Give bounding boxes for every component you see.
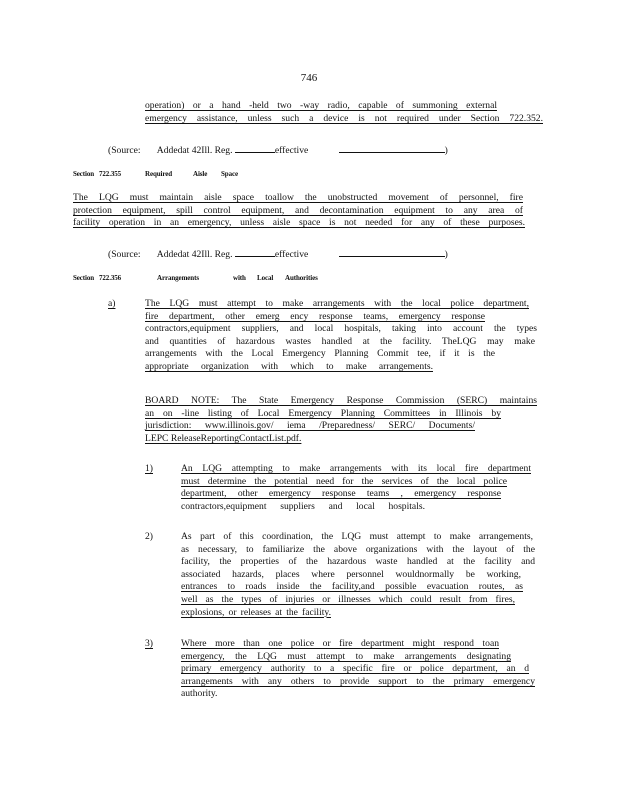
paragraph-line: entrances to roads inside the facility,and possible evacuation routes, as (181, 581, 523, 593)
paragraph-line: arrangements with any others to provide support to the primary emergency (181, 675, 535, 687)
section-355-paragraph (73, 192, 523, 230)
paragraph-line: associated hazards, places where personnel wouldnormally be working, (181, 568, 521, 580)
paragraph-line: facility, the properties of the hazardous waste handled at the facility and (181, 556, 535, 568)
source-effective: effective (274, 145, 309, 156)
blank-line (339, 143, 445, 153)
item-2-paragraph (181, 531, 536, 619)
source-prefix: (Source: (108, 249, 141, 260)
section-title-word: with (233, 274, 246, 282)
blank-line (339, 247, 445, 257)
intro-paragraph (145, 100, 543, 125)
source-close: ) (444, 249, 448, 260)
intro-line: emergency assistance, unless such a device is not required under Section 722.352. (145, 112, 543, 124)
board-note (145, 395, 535, 445)
paragraph-line: protection equipment, spill control equipment, and decontamination equipment to any area of (73, 204, 523, 216)
item-label: 3) (145, 638, 153, 649)
paragraph-line: arrangements with the Local Emergency Planning Commit tee, if it is the (145, 348, 495, 360)
paragraph-line: An LQG attempting to make arrangements with its local fire department (181, 463, 531, 474)
section-title-word: Required (145, 170, 173, 178)
section-number: 722.356 (99, 274, 122, 282)
section-title-word: Space (221, 170, 239, 178)
section-title-word: Aisle (193, 170, 208, 178)
board-note-line: jurisdiction: www.illinois.gov/ iema /Preparedness/ SERC/ Documents/ (145, 420, 475, 432)
page-number: 746 (300, 72, 318, 84)
paragraph-line: as necessary, to familiarize the above organizations with the layout of the (181, 543, 535, 555)
item-label: a) (108, 298, 116, 309)
item-label: 2) (145, 531, 153, 542)
section-title-word: Authorities (285, 274, 318, 282)
section-word: Section (73, 170, 95, 178)
section-title-word: Arrangements (157, 274, 199, 282)
paragraph-line: facility operation in an emergency, unless aisle space is not needed for any of these purposes. (73, 217, 525, 229)
item-1-paragraph (181, 463, 536, 513)
paragraph-line: primary emergency authority to a specific fire or police department, an d (181, 663, 529, 675)
board-note-line: LEPC ReleaseReportingContactList.pdf. (145, 432, 302, 444)
source-amended: Addedat 42Ill. Reg. (156, 249, 233, 260)
paragraph-line: contractors,equipment suppliers and local hospitals. (181, 500, 425, 512)
item-3-paragraph (181, 638, 536, 701)
section-word: Section (73, 274, 95, 282)
source-close: ) (444, 145, 448, 156)
section-heading (73, 274, 318, 282)
source-prefix: (Source: (108, 145, 141, 156)
blank-line (235, 143, 275, 153)
paragraph-line: The LQG must attempt to make arrangements with the local police department, (145, 298, 529, 309)
paragraph-line: authority. (181, 688, 218, 700)
item-label: 1) (145, 463, 153, 474)
section-number: 722.355 (99, 170, 122, 178)
paragraph-line: and quantities of hazardous wastes handled at the facility. TheLQG may make (145, 335, 535, 347)
paragraph-line: contractors,equipment suppliers, and local hospitals, taking into account the types (145, 323, 537, 335)
paragraph-line: must determine the potential need for the services of the local police (181, 475, 507, 487)
paragraph-line: As part of this coordination, the LQG must attempt to make arrangements, (181, 531, 533, 542)
intro-line: operation) or a hand -held two -way radio, capable of summoning external (145, 100, 497, 111)
item-a-paragraph (145, 298, 535, 374)
board-note-line: BOARD NOTE: The State Emergency Response Commission (SERC) maintains (145, 395, 537, 406)
paragraph-line: department, other emergency response teams , emergency response (181, 488, 501, 500)
board-note-line: an on -line listing of Local Emergency Planning Committees in Illinois by (145, 407, 501, 419)
blank-line (235, 247, 275, 257)
paragraph-line: The LQG must maintain aisle space toallow the unobstructed movement of personnel, fire (73, 192, 523, 203)
paragraph-line: appropriate organization with which to make arrangements. (145, 360, 433, 372)
source-note (108, 143, 448, 156)
paragraph-line: Where more than one police or fire department might respond toan (181, 638, 499, 649)
paragraph-line: well as the types of injuries or illnesses which could result from fires, (181, 593, 515, 605)
source-effective: effective (274, 249, 309, 260)
section-title-word: Local (257, 274, 274, 282)
source-amended: Addedat 42Ill. Reg. (156, 145, 233, 156)
source-note (108, 247, 448, 260)
section-heading (73, 170, 238, 178)
paragraph-line: explosions, or releases at the facility. (181, 606, 331, 618)
paragraph-line: fire department, other emerg ency response teams, emergency response (145, 310, 485, 322)
paragraph-line: emergency, the LQG must attempt to make arrangements designating (181, 650, 511, 662)
